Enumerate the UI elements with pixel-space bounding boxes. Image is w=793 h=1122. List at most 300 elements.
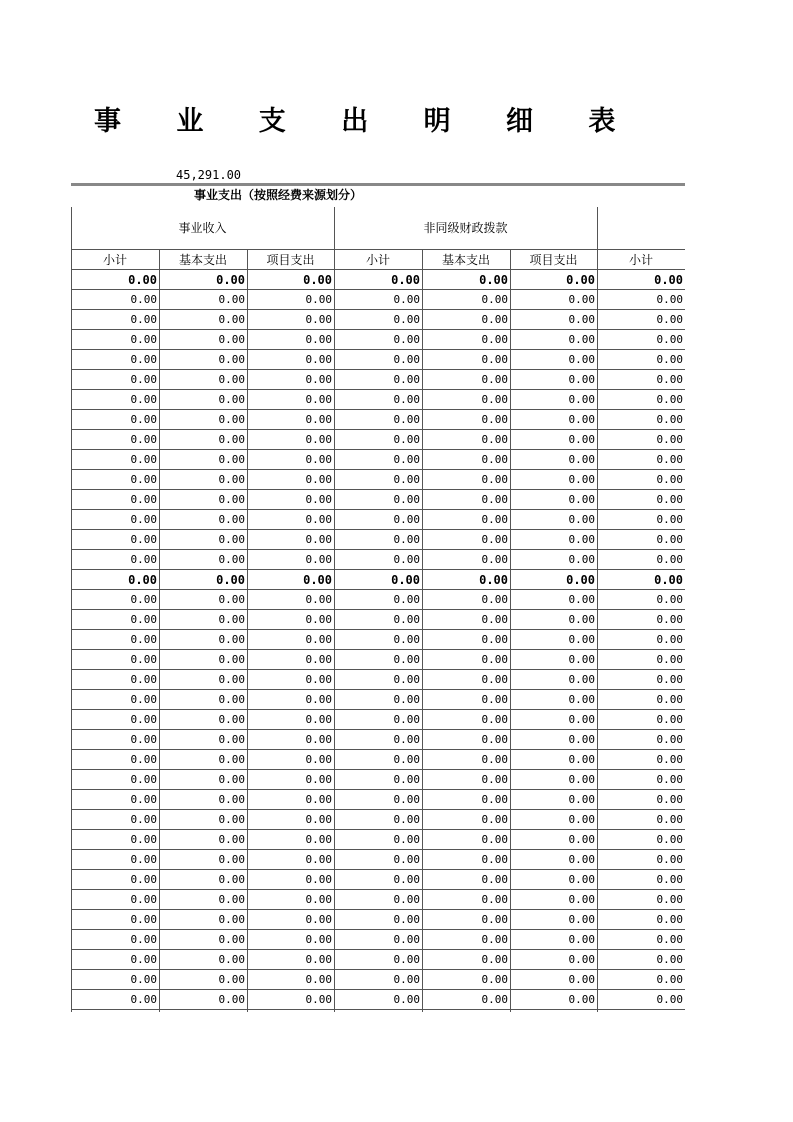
table-cell: 0.00	[305, 333, 332, 346]
table-cell: 0.00	[393, 473, 420, 486]
table-cell: 0.00	[481, 793, 508, 806]
grid-line	[71, 409, 685, 410]
table-cell: 0.00	[305, 413, 332, 426]
table-cell: 0.00	[656, 953, 683, 966]
table-cell: 0.00	[305, 873, 332, 886]
table-cell: 0.00	[218, 353, 245, 366]
table-cell: 0.00	[393, 313, 420, 326]
table-cell: 0.00	[656, 453, 683, 466]
grid-line	[71, 329, 685, 330]
grid-line	[71, 769, 685, 770]
table-cell: 0.00	[305, 473, 332, 486]
table-cell: 0.00	[130, 893, 157, 906]
table-row	[71, 950, 685, 970]
table-row	[71, 550, 685, 570]
table-cell: 0.00	[305, 713, 332, 726]
table-cell: 0.00	[566, 273, 595, 287]
table-cell: 0.00	[218, 713, 245, 726]
grid-line	[71, 207, 72, 1012]
table-cell: 0.00	[481, 913, 508, 926]
table-cell: 0.00	[305, 313, 332, 326]
table-cell: 0.00	[481, 773, 508, 786]
table-cell: 0.00	[481, 893, 508, 906]
table-cell: 0.00	[130, 433, 157, 446]
table-row	[71, 730, 685, 750]
table-cell: 0.00	[481, 953, 508, 966]
table-cell: 0.00	[305, 633, 332, 646]
table-cell: 0.00	[393, 993, 420, 1006]
table-cell: 0.00	[218, 393, 245, 406]
table-cell: 0.00	[393, 633, 420, 646]
grid-line	[334, 207, 335, 1012]
table-cell: 0.00	[130, 753, 157, 766]
table-row	[71, 670, 685, 690]
table-cell: 0.00	[393, 373, 420, 386]
table-cell: 0.00	[303, 273, 332, 287]
table-cell: 0.00	[481, 633, 508, 646]
table-cell: 0.00	[568, 813, 595, 826]
table-cell: 0.00	[218, 893, 245, 906]
grid-line	[71, 689, 685, 690]
table-cell: 0.00	[481, 593, 508, 606]
table-cell: 0.00	[130, 673, 157, 686]
grid-line	[71, 549, 685, 550]
table-cell: 0.00	[656, 333, 683, 346]
table-cell: 0.00	[218, 753, 245, 766]
table-cell: 0.00	[130, 693, 157, 706]
table-cell: 0.00	[654, 573, 683, 587]
grid-line	[71, 849, 685, 850]
table-cell: 0.00	[218, 793, 245, 806]
grid-line	[159, 250, 160, 1012]
table-cell: 0.00	[656, 613, 683, 626]
table-cell: 0.00	[305, 733, 332, 746]
table-cell: 0.00	[568, 993, 595, 1006]
table-cell: 0.00	[656, 553, 683, 566]
table-cell: 0.00	[130, 953, 157, 966]
table-row	[71, 590, 685, 610]
table-cell: 0.00	[393, 433, 420, 446]
column-header: 小计	[102, 253, 127, 267]
table-cell: 0.00	[218, 513, 245, 526]
expense-table	[71, 207, 685, 1012]
table-cell: 0.00	[568, 533, 595, 546]
table-cell: 0.00	[393, 453, 420, 466]
table-cell: 0.00	[481, 733, 508, 746]
table-row	[71, 930, 685, 950]
table-cell: 0.00	[656, 713, 683, 726]
table-cell: 0.00	[305, 993, 332, 1006]
table-cell: 0.00	[481, 753, 508, 766]
column-header: 项目支出	[529, 253, 578, 267]
table-cell: 0.00	[218, 833, 245, 846]
table-cell: 0.00	[218, 613, 245, 626]
table-cell: 0.00	[568, 293, 595, 306]
table-cell: 0.00	[656, 853, 683, 866]
table-row	[71, 990, 685, 1010]
table-cell: 0.00	[656, 413, 683, 426]
table-cell: 0.00	[656, 533, 683, 546]
table-cell: 0.00	[393, 913, 420, 926]
table-cell: 0.00	[568, 693, 595, 706]
table-cell: 0.00	[568, 753, 595, 766]
table-cell: 0.00	[130, 933, 157, 946]
table-cell: 0.00	[305, 813, 332, 826]
group-header-non-fiscal-appropriation: 非同级财政拨款	[423, 221, 508, 235]
table-cell: 0.00	[305, 593, 332, 606]
table-cell: 0.00	[218, 333, 245, 346]
table-cell: 0.00	[481, 833, 508, 846]
table-cell: 0.00	[568, 773, 595, 786]
column-header: 小计	[628, 253, 653, 267]
table-cell: 0.00	[218, 593, 245, 606]
table-cell: 0.00	[393, 613, 420, 626]
table-cell: 0.00	[305, 533, 332, 546]
table-cell: 0.00	[130, 793, 157, 806]
table-cell: 0.00	[130, 513, 157, 526]
table-cell: 0.00	[481, 713, 508, 726]
table-cell: 0.00	[130, 353, 157, 366]
table-cell: 0.00	[393, 293, 420, 306]
table-cell: 0.00	[130, 813, 157, 826]
table-cell: 0.00	[393, 713, 420, 726]
grid-line	[510, 250, 511, 1012]
table-cell: 0.00	[568, 333, 595, 346]
table-cell: 0.00	[130, 633, 157, 646]
table-cell: 0.00	[481, 413, 508, 426]
table-cell: 0.00	[305, 793, 332, 806]
column-header: 项目支出	[266, 253, 315, 267]
table-cell: 0.00	[481, 293, 508, 306]
table-cell: 0.00	[218, 313, 245, 326]
table-cell: 0.00	[393, 693, 420, 706]
table-cell: 0.00	[128, 573, 157, 587]
table-cell: 0.00	[218, 373, 245, 386]
table-cell: 0.00	[568, 453, 595, 466]
table-cell: 0.00	[656, 993, 683, 1006]
grid-line	[71, 909, 685, 910]
column-header: 基本支出	[178, 253, 227, 267]
table-cell: 0.00	[130, 593, 157, 606]
table-row	[71, 470, 685, 490]
table-cell: 0.00	[393, 593, 420, 606]
table-row	[71, 530, 685, 550]
table-cell: 0.00	[130, 493, 157, 506]
grid-line	[71, 609, 685, 610]
grid-line	[71, 509, 685, 510]
table-cell: 0.00	[130, 533, 157, 546]
table-cell: 0.00	[479, 273, 508, 287]
table-cell: 0.00	[568, 833, 595, 846]
table-cell: 0.00	[305, 293, 332, 306]
table-cell: 0.00	[393, 873, 420, 886]
table-cell: 0.00	[568, 653, 595, 666]
table-cell: 0.00	[656, 653, 683, 666]
table-row	[71, 410, 685, 430]
table-row	[71, 890, 685, 910]
table-cell: 0.00	[568, 633, 595, 646]
table-row	[71, 510, 685, 530]
table-cell: 0.00	[568, 493, 595, 506]
table-cell: 0.00	[218, 453, 245, 466]
table-cell: 0.00	[218, 913, 245, 926]
grid-line	[71, 789, 685, 790]
table-cell: 0.00	[393, 893, 420, 906]
table-cell: 0.00	[568, 433, 595, 446]
table-row	[71, 830, 685, 850]
table-cell: 0.00	[130, 993, 157, 1006]
table-cell: 0.00	[393, 653, 420, 666]
table-cell: 0.00	[656, 753, 683, 766]
table-cell: 0.00	[481, 493, 508, 506]
table-cell: 0.00	[656, 493, 683, 506]
table-cell: 0.00	[393, 493, 420, 506]
table-cell: 0.00	[305, 393, 332, 406]
table-cell: 0.00	[656, 913, 683, 926]
table-cell: 0.00	[656, 933, 683, 946]
table-cell: 0.00	[305, 833, 332, 846]
table-row	[71, 370, 685, 390]
table-cell: 0.00	[305, 553, 332, 566]
grid-line	[71, 809, 685, 810]
table-cell: 0.00	[568, 933, 595, 946]
table-cell: 0.00	[568, 373, 595, 386]
grid-line	[71, 349, 685, 350]
table-cell: 0.00	[391, 573, 420, 587]
table-cell: 0.00	[656, 673, 683, 686]
table-cell: 0.00	[568, 853, 595, 866]
table-cell: 0.00	[305, 973, 332, 986]
table-row	[71, 270, 685, 290]
column-header: 基本支出	[441, 253, 490, 267]
table-cell: 0.00	[218, 413, 245, 426]
table-cell: 0.00	[305, 913, 332, 926]
table-cell: 0.00	[481, 873, 508, 886]
table-cell: 0.00	[568, 313, 595, 326]
table-cell: 0.00	[218, 653, 245, 666]
table-cell: 0.00	[656, 313, 683, 326]
page-title: 事 业 支 出 明 细 表	[94, 106, 639, 137]
table-cell: 0.00	[218, 853, 245, 866]
grid-line	[71, 469, 685, 470]
table-cell: 0.00	[391, 273, 420, 287]
table-cell: 0.00	[481, 353, 508, 366]
table-row	[71, 390, 685, 410]
table-cell: 0.00	[218, 633, 245, 646]
grid-line	[71, 289, 685, 290]
total-amount: 45,291.00	[176, 168, 242, 182]
table-cell: 0.00	[393, 933, 420, 946]
table-cell: 0.00	[568, 353, 595, 366]
table-cell: 0.00	[130, 733, 157, 746]
table-cell: 0.00	[130, 853, 157, 866]
table-cell: 0.00	[656, 353, 683, 366]
table-cell: 0.00	[656, 513, 683, 526]
table-cell: 0.00	[481, 693, 508, 706]
grid-line	[71, 629, 685, 630]
table-cell: 0.00	[305, 893, 332, 906]
grid-line	[71, 309, 685, 310]
table-cell: 0.00	[130, 313, 157, 326]
table-cell: 0.00	[218, 293, 245, 306]
grid-line	[71, 249, 685, 250]
table-cell: 0.00	[393, 413, 420, 426]
grid-line	[71, 649, 685, 650]
table-row	[71, 350, 685, 370]
table-cell: 0.00	[393, 733, 420, 746]
table-cell: 0.00	[305, 933, 332, 946]
table-cell: 0.00	[481, 513, 508, 526]
table-cell: 0.00	[481, 553, 508, 566]
table-cell: 0.00	[128, 273, 157, 287]
table-row	[71, 610, 685, 630]
table-cell: 0.00	[656, 773, 683, 786]
grid-line	[71, 369, 685, 370]
grid-line	[71, 749, 685, 750]
table-cell: 0.00	[393, 813, 420, 826]
table-cell: 0.00	[130, 653, 157, 666]
grid-line	[71, 969, 685, 970]
table-cell: 0.00	[568, 873, 595, 886]
table-cell: 0.00	[393, 553, 420, 566]
table-cell: 0.00	[656, 693, 683, 706]
grid-line	[71, 889, 685, 890]
table-cell: 0.00	[393, 393, 420, 406]
table-row	[71, 770, 685, 790]
grid-line	[71, 949, 685, 950]
table-row	[71, 870, 685, 890]
table-cell: 0.00	[130, 553, 157, 566]
table-cell: 0.00	[656, 813, 683, 826]
group-header-business-income: 事业收入	[178, 221, 227, 235]
table-cell: 0.00	[656, 593, 683, 606]
table-cell: 0.00	[305, 673, 332, 686]
table-cell: 0.00	[130, 613, 157, 626]
grid-line	[71, 929, 685, 930]
table-cell: 0.00	[218, 433, 245, 446]
table-cell: 0.00	[656, 633, 683, 646]
table-cell: 0.00	[656, 293, 683, 306]
grid-line	[71, 449, 685, 450]
table-cell: 0.00	[130, 713, 157, 726]
table-cell: 0.00	[656, 473, 683, 486]
table-row	[71, 850, 685, 870]
table-cell: 0.00	[130, 973, 157, 986]
table-cell: 0.00	[216, 273, 245, 287]
table-cell: 0.00	[130, 413, 157, 426]
table-cell: 0.00	[130, 373, 157, 386]
table-cell: 0.00	[218, 733, 245, 746]
table-cell: 0.00	[479, 573, 508, 587]
table-row	[71, 810, 685, 830]
table-cell: 0.00	[568, 973, 595, 986]
table-row	[71, 330, 685, 350]
table-row	[71, 290, 685, 310]
table-cell: 0.00	[568, 593, 595, 606]
table-cell: 0.00	[393, 953, 420, 966]
table-cell: 0.00	[568, 713, 595, 726]
table-cell: 0.00	[393, 853, 420, 866]
table-cell: 0.00	[481, 813, 508, 826]
table-cell: 0.00	[568, 413, 595, 426]
table-cell: 0.00	[393, 533, 420, 546]
table-row	[71, 650, 685, 670]
grid-line	[71, 269, 685, 270]
table-cell: 0.00	[481, 933, 508, 946]
table-cell: 0.00	[218, 533, 245, 546]
table-cell: 0.00	[568, 953, 595, 966]
grid-line	[71, 589, 685, 590]
table-row	[71, 310, 685, 330]
section-label: 事业支出（按照经费来源划分）	[194, 188, 363, 202]
table-cell: 0.00	[654, 273, 683, 287]
table-cell: 0.00	[656, 393, 683, 406]
table-cell: 0.00	[656, 833, 683, 846]
table-cell: 0.00	[305, 433, 332, 446]
table-cell: 0.00	[568, 733, 595, 746]
grid-line	[71, 829, 685, 830]
grid-line	[247, 250, 248, 1012]
grid-line	[71, 869, 685, 870]
table-row	[71, 430, 685, 450]
table-row	[71, 630, 685, 650]
grid-line	[597, 207, 598, 1012]
table-cell: 0.00	[305, 693, 332, 706]
table-row	[71, 490, 685, 510]
grid-line	[71, 709, 685, 710]
table-cell: 0.00	[568, 473, 595, 486]
grid-line	[71, 489, 685, 490]
table-row	[71, 690, 685, 710]
table-cell: 0.00	[568, 673, 595, 686]
grid-line	[71, 669, 685, 670]
table-cell: 0.00	[218, 553, 245, 566]
table-cell: 0.00	[218, 473, 245, 486]
table-cell: 0.00	[130, 333, 157, 346]
table-cell: 0.00	[218, 933, 245, 946]
table-row	[71, 570, 685, 590]
table-cell: 0.00	[393, 333, 420, 346]
table-cell: 0.00	[481, 453, 508, 466]
table-cell: 0.00	[393, 773, 420, 786]
table-cell: 0.00	[568, 513, 595, 526]
table-cell: 0.00	[218, 813, 245, 826]
table-cell: 0.00	[305, 853, 332, 866]
table-cell: 0.00	[216, 573, 245, 587]
table-cell: 0.00	[481, 533, 508, 546]
table-cell: 0.00	[481, 973, 508, 986]
table-cell: 0.00	[656, 433, 683, 446]
table-cell: 0.00	[305, 493, 332, 506]
table-cell: 0.00	[393, 353, 420, 366]
grid-line	[422, 250, 423, 1012]
table-cell: 0.00	[393, 793, 420, 806]
table-cell: 0.00	[218, 673, 245, 686]
grid-line	[71, 389, 685, 390]
table-cell: 0.00	[130, 473, 157, 486]
table-cell: 0.00	[481, 673, 508, 686]
table-row	[71, 910, 685, 930]
table-cell: 0.00	[481, 473, 508, 486]
table-cell: 0.00	[481, 613, 508, 626]
grid-line	[71, 529, 685, 530]
table-cell: 0.00	[130, 393, 157, 406]
table-cell: 0.00	[656, 973, 683, 986]
column-header: 小计	[365, 253, 390, 267]
table-cell: 0.00	[481, 333, 508, 346]
table-cell: 0.00	[568, 553, 595, 566]
table-cell: 0.00	[568, 793, 595, 806]
